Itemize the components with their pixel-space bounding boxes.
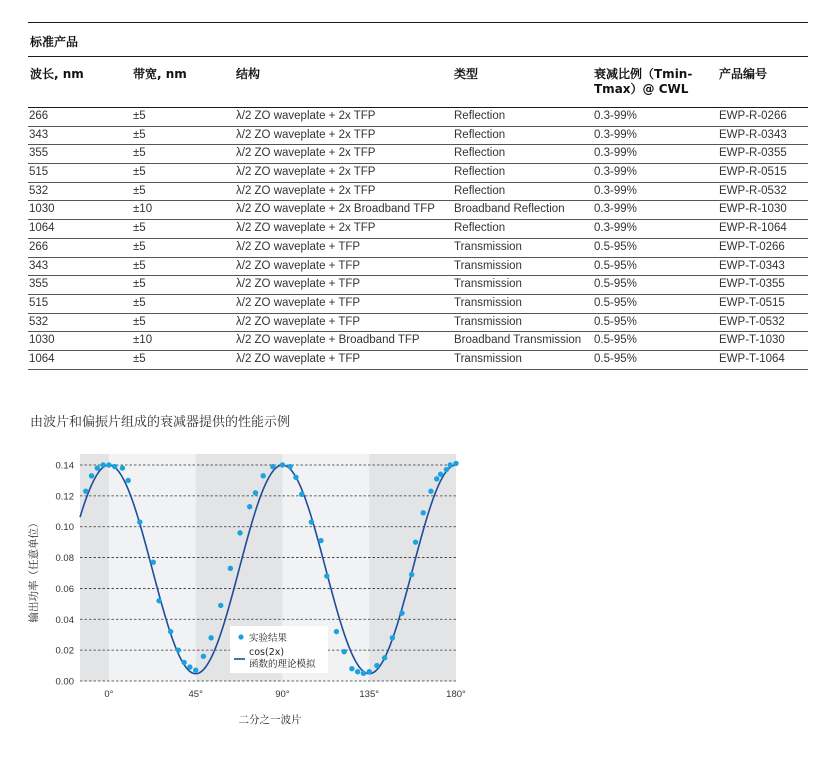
chart-caption: 由波片和偏振片组成的衰减器提供的性能示例 bbox=[30, 415, 291, 430]
table-row bbox=[28, 332, 808, 351]
cell-wavelength: 532 bbox=[29, 184, 49, 197]
cell-type: Reflection bbox=[454, 147, 506, 160]
table-header-product-code: 产品编号 bbox=[719, 67, 768, 81]
cell-type: Reflection bbox=[454, 184, 506, 197]
cell-wavelength: 343 bbox=[29, 128, 49, 141]
cell-bandwidth: ±5 bbox=[133, 259, 146, 272]
cell-product-code: EWP-T-0355 bbox=[719, 278, 785, 291]
cell-attenuation: 0.3-99% bbox=[594, 128, 637, 141]
table-row bbox=[28, 145, 808, 164]
cell-attenuation: 0.5-95% bbox=[594, 259, 637, 272]
chart-data-point bbox=[83, 489, 88, 494]
chart-data-point bbox=[181, 660, 186, 665]
chart-y-tick-label: 0.10 bbox=[55, 522, 74, 534]
chart-data-point bbox=[168, 629, 173, 634]
cell-wavelength: 1064 bbox=[29, 352, 55, 365]
cell-bandwidth: ±5 bbox=[133, 222, 146, 235]
chart-data-point bbox=[237, 530, 242, 535]
chart-data-point bbox=[309, 519, 314, 524]
chart-data-point bbox=[89, 473, 94, 478]
cell-bandwidth: ±5 bbox=[133, 296, 146, 309]
chart-data-point bbox=[448, 462, 453, 467]
cell-type: Transmission bbox=[454, 296, 522, 309]
table-title: 标准产品 bbox=[30, 35, 79, 49]
cell-wavelength: 266 bbox=[29, 240, 49, 253]
chart-data-point bbox=[453, 461, 458, 466]
chart-x-tick-label: 0° bbox=[104, 689, 114, 700]
chart-data-point bbox=[287, 464, 292, 469]
cell-wavelength: 266 bbox=[29, 110, 49, 122]
cell-product-code: EWP-T-1064 bbox=[719, 352, 785, 365]
cell-wavelength: 1030 bbox=[29, 334, 55, 347]
chart-x-tick-label: 135° bbox=[359, 689, 380, 700]
chart-data-point bbox=[187, 664, 192, 669]
chart-data-point bbox=[280, 462, 285, 467]
chart-y-tick-label: 0.14 bbox=[55, 460, 74, 472]
chart-data-point bbox=[156, 598, 161, 603]
cell-wavelength: 1030 bbox=[29, 203, 55, 216]
chart-data-point bbox=[137, 519, 142, 524]
chart-data-point bbox=[270, 464, 275, 469]
cell-attenuation: 0.3-99% bbox=[594, 110, 637, 122]
cell-attenuation: 0.5-95% bbox=[594, 334, 637, 347]
cell-type: Transmission bbox=[454, 278, 522, 291]
table-header-wavelength: 波长, nm bbox=[30, 67, 84, 81]
chart-data-point bbox=[374, 663, 379, 668]
cell-structure: λ/2 ZO waveplate + 2x TFP bbox=[236, 222, 376, 235]
table-row bbox=[28, 164, 808, 183]
chart-legend-marker-experimental bbox=[238, 634, 243, 639]
table-header-attenuation-line2: Tmax）@ CWL bbox=[594, 82, 689, 96]
cell-product-code: EWP-T-0532 bbox=[719, 315, 785, 328]
cell-structure: λ/2 ZO waveplate + 2x TFP bbox=[236, 184, 376, 197]
cell-bandwidth: ±5 bbox=[133, 147, 146, 160]
table-row bbox=[28, 314, 808, 333]
chart-data-point bbox=[218, 603, 223, 608]
cell-bandwidth: ±10 bbox=[133, 334, 153, 347]
cell-product-code: EWP-T-0266 bbox=[719, 240, 785, 253]
chart-data-point bbox=[176, 647, 181, 652]
chart-data-point bbox=[228, 566, 233, 571]
cell-structure: λ/2 ZO waveplate + TFP bbox=[236, 278, 361, 291]
table-row bbox=[28, 239, 808, 258]
cell-structure: λ/2 ZO waveplate + 2x TFP bbox=[236, 166, 376, 179]
cell-bandwidth: ±5 bbox=[133, 352, 146, 365]
cell-bandwidth: ±5 bbox=[133, 315, 146, 328]
cell-type: Transmission bbox=[454, 315, 522, 328]
chart-x-tick-label: 45° bbox=[188, 689, 203, 700]
table-body bbox=[28, 108, 808, 370]
chart-data-point bbox=[367, 669, 372, 674]
cell-type: Reflection bbox=[454, 222, 506, 235]
table-top-rule bbox=[28, 22, 808, 23]
cell-bandwidth: ±5 bbox=[133, 278, 146, 291]
chart-data-point bbox=[106, 462, 111, 467]
cell-bandwidth: ±10 bbox=[133, 203, 153, 216]
chart-y-tick-label: 0.06 bbox=[55, 583, 74, 595]
cell-structure: λ/2 ZO waveplate + 2x TFP bbox=[236, 128, 376, 141]
cell-type: Transmission bbox=[454, 259, 522, 272]
chart-y-tick-label: 0.08 bbox=[55, 553, 74, 565]
table-row bbox=[28, 276, 808, 295]
chart-data-point bbox=[399, 610, 404, 615]
cell-type: Transmission bbox=[454, 240, 522, 253]
cell-structure: λ/2 ZO waveplate + 2x TFP bbox=[236, 147, 376, 160]
cell-bandwidth: ±5 bbox=[133, 128, 146, 141]
chart-data-point bbox=[293, 475, 298, 480]
table-row bbox=[28, 351, 808, 370]
cell-attenuation: 0.5-95% bbox=[594, 352, 637, 365]
chart-data-point bbox=[361, 671, 366, 676]
chart-data-point bbox=[413, 539, 418, 544]
cell-structure: λ/2 ZO waveplate + 2x Broadband TFP bbox=[236, 203, 435, 216]
chart-data-point bbox=[100, 462, 105, 467]
cell-structure: λ/2 ZO waveplate + TFP bbox=[236, 315, 361, 328]
cell-product-code: EWP-R-1064 bbox=[719, 222, 787, 235]
chart-data-point bbox=[201, 654, 206, 659]
cell-wavelength: 532 bbox=[29, 315, 49, 328]
chart-data-point bbox=[434, 476, 439, 481]
cell-type: Reflection bbox=[454, 166, 506, 179]
cell-wavelength: 355 bbox=[29, 147, 49, 160]
table-header-attenuation-line1: 衰减比例（Tmin- bbox=[594, 67, 693, 81]
chart-data-point bbox=[438, 472, 443, 477]
cell-attenuation: 0.5-95% bbox=[594, 240, 637, 253]
chart-y-tick-label: 0.12 bbox=[55, 491, 74, 503]
cell-type: Reflection bbox=[454, 128, 506, 141]
chart-x-tick-label: 90° bbox=[275, 689, 290, 700]
chart-y-tick-label: 0.04 bbox=[55, 614, 74, 626]
cell-attenuation: 0.3-99% bbox=[594, 184, 637, 197]
table-row bbox=[28, 108, 808, 127]
cell-bandwidth: ±5 bbox=[133, 166, 146, 179]
cell-structure: λ/2 ZO waveplate + TFP bbox=[236, 296, 361, 309]
table-row bbox=[28, 258, 808, 277]
chart-data-point bbox=[112, 464, 117, 469]
cell-structure: λ/2 ZO waveplate + TFP bbox=[236, 352, 361, 365]
cell-attenuation: 0.5-95% bbox=[594, 315, 637, 328]
cell-wavelength: 515 bbox=[29, 166, 49, 179]
chart-y-tick-label: 0.00 bbox=[55, 676, 74, 688]
cell-product-code: EWP-R-1030 bbox=[719, 203, 787, 216]
table-header-attenuation bbox=[594, 67, 692, 97]
table-header-structure: 结构 bbox=[236, 67, 261, 81]
cell-attenuation: 0.5-95% bbox=[594, 278, 637, 291]
chart-data-point bbox=[126, 478, 131, 483]
chart-data-point bbox=[428, 489, 433, 494]
cell-attenuation: 0.3-99% bbox=[594, 222, 637, 235]
performance-chart bbox=[0, 440, 836, 740]
cell-wavelength: 355 bbox=[29, 278, 49, 291]
chart-legend-label-theory-line2: 函数的理论模拟 bbox=[249, 659, 316, 670]
chart-data-point bbox=[390, 635, 395, 640]
table-row bbox=[28, 201, 808, 220]
cell-product-code: EWP-R-0532 bbox=[719, 184, 787, 197]
chart-background-band bbox=[80, 454, 109, 681]
table-row bbox=[28, 295, 808, 314]
cell-type: Transmission bbox=[454, 352, 522, 365]
table-title-rule bbox=[28, 56, 808, 57]
cell-structure: λ/2 ZO waveplate + TFP bbox=[236, 259, 361, 272]
table-header-bandwidth: 带宽, nm bbox=[133, 67, 187, 81]
cell-wavelength: 1064 bbox=[29, 222, 55, 235]
chart-data-point bbox=[382, 655, 387, 660]
cell-product-code: EWP-R-0355 bbox=[719, 147, 787, 160]
cell-type: Broadband Reflection bbox=[454, 203, 565, 216]
cell-bandwidth: ±5 bbox=[133, 240, 146, 253]
cell-wavelength: 343 bbox=[29, 259, 49, 272]
chart-data-point bbox=[324, 573, 329, 578]
chart-data-point bbox=[95, 465, 100, 470]
cell-product-code: EWP-R-0515 bbox=[719, 166, 787, 179]
chart-legend-label-experimental: 实验结果 bbox=[249, 633, 288, 644]
chart-x-axis-label: 二分之一波片 bbox=[238, 714, 302, 726]
cell-product-code: EWP-T-0515 bbox=[719, 296, 785, 309]
chart-data-point bbox=[208, 635, 213, 640]
chart-data-point bbox=[349, 666, 354, 671]
cell-structure: λ/2 ZO waveplate + TFP bbox=[236, 240, 361, 253]
cell-product-code: EWP-R-0343 bbox=[719, 128, 787, 141]
chart-y-tick-label: 0.02 bbox=[55, 645, 74, 657]
chart-data-point bbox=[299, 492, 304, 497]
chart-data-point bbox=[318, 538, 323, 543]
cell-attenuation: 0.3-99% bbox=[594, 166, 637, 179]
table-row bbox=[28, 127, 808, 146]
chart-data-point bbox=[193, 668, 198, 673]
cell-attenuation: 0.3-99% bbox=[594, 203, 637, 216]
chart-legend bbox=[230, 626, 328, 673]
cell-product-code: EWP-T-0343 bbox=[719, 259, 785, 272]
chart-y-axis-label: 输出功率（任意单位） bbox=[28, 517, 40, 623]
cell-type: Reflection bbox=[454, 110, 506, 122]
chart-data-point bbox=[341, 649, 346, 654]
chart-x-tick-label: 180° bbox=[446, 689, 466, 700]
chart-data-point bbox=[334, 629, 339, 634]
table-row bbox=[28, 183, 808, 202]
chart-data-point bbox=[120, 465, 125, 470]
cell-wavelength: 515 bbox=[29, 296, 49, 309]
cell-attenuation: 0.3-99% bbox=[594, 147, 637, 160]
cell-product-code: EWP-R-0266 bbox=[719, 110, 787, 122]
chart-data-point bbox=[151, 560, 156, 565]
cell-structure: λ/2 ZO waveplate + Broadband TFP bbox=[236, 334, 420, 347]
chart-data-point bbox=[260, 473, 265, 478]
cell-type: Broadband Transmission bbox=[454, 334, 582, 347]
cell-attenuation: 0.5-95% bbox=[594, 296, 637, 309]
table-header-type: 类型 bbox=[454, 67, 479, 81]
chart-data-point bbox=[421, 510, 426, 515]
chart-data-point bbox=[409, 572, 414, 577]
cell-bandwidth: ±5 bbox=[133, 184, 146, 197]
cell-bandwidth: ±5 bbox=[133, 110, 146, 122]
chart-data-point bbox=[444, 467, 449, 472]
chart-data-point bbox=[355, 669, 360, 674]
chart-legend-label-theory-line1: cos(2x) bbox=[249, 647, 285, 658]
cell-product-code: EWP-T-1030 bbox=[719, 334, 785, 347]
table-row bbox=[28, 220, 808, 239]
cell-structure: λ/2 ZO waveplate + 2x TFP bbox=[236, 110, 376, 122]
chart-data-point bbox=[247, 504, 252, 509]
chart-data-point bbox=[253, 490, 258, 495]
